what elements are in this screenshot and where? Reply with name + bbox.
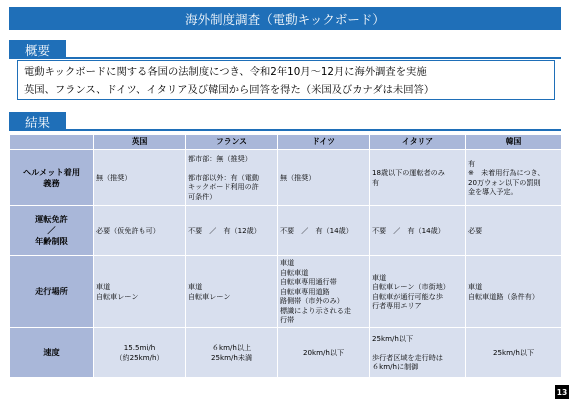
row-header-line: ヘルメット着用 <box>22 166 81 177</box>
corner-header-cell <box>10 135 94 150</box>
table-cell-helmet-4 <box>466 150 562 206</box>
results-section-label: 結果 <box>9 112 66 131</box>
cell-line: ６km/hに制御 <box>372 362 419 371</box>
table-cell-helmet-0 <box>94 150 186 206</box>
cell-line: 不要 ／ 有（12歳） <box>188 225 261 235</box>
cell-line: 車道 <box>372 272 387 282</box>
cell-line: 20km/h以下 <box>302 347 345 357</box>
column-header-italy: イタリア <box>370 135 466 150</box>
cell-line: 20万ウォン以下の罰則 <box>468 177 541 187</box>
cell-line: 15.5mi/h <box>123 343 156 352</box>
cell-line: 無（推奨） <box>280 172 316 182</box>
cell-line: 自転車道路（条件有） <box>468 291 539 301</box>
table-header-row <box>10 135 562 150</box>
table-cell-license-age-0 <box>94 206 186 256</box>
overview-section-label: 概要 <box>9 40 66 59</box>
row-header-line: 運転免許 <box>35 214 68 224</box>
table-cell-license-age-1 <box>186 206 278 256</box>
cell-line: 自転車レーン <box>188 291 231 301</box>
row-header-line: ／ <box>47 225 56 235</box>
column-header-germany: ドイツ <box>278 135 370 150</box>
row-header-speed <box>10 328 94 378</box>
cell-line: 車道 <box>96 282 111 291</box>
cell-line: キックボード利用の許 <box>188 182 259 192</box>
column-header-france: フランス <box>186 135 278 150</box>
table-row-helmet <box>10 150 562 206</box>
overview-rule <box>9 57 561 59</box>
cell-line: 金を導入予定。 <box>468 187 518 196</box>
overview-box <box>17 60 555 100</box>
cell-line: 標識により示される走 <box>280 305 351 315</box>
cell-line: 自転車専用道路 <box>280 286 330 296</box>
cell-line <box>188 163 275 173</box>
row-header-license-age <box>10 206 94 256</box>
column-header-korea: 韓国 <box>466 135 562 150</box>
cell-line: 自転車レーン（市街地） <box>372 282 450 291</box>
slide-title: 海外制度調査（電動キックボード） <box>9 7 561 30</box>
table-row-speed <box>10 328 562 378</box>
cell-line: 必要 <box>468 225 483 235</box>
cell-line: 25km/h以下 <box>492 347 535 357</box>
cell-line: 都市部：無（推奨） <box>188 153 252 163</box>
table-cell-helmet-2 <box>278 150 370 206</box>
table-cell-riding-area-2 <box>278 256 370 328</box>
cell-line: ６km/h以上 <box>211 343 252 352</box>
row-header-riding-area <box>10 256 94 328</box>
cell-line: 自転車専用通行帯 <box>280 277 337 287</box>
cell-line: 自転車道 <box>280 267 309 277</box>
table-cell-speed-3 <box>370 328 466 378</box>
overview-line: 電動キックボードに関する各国の法制度につき、令和2年10月～12月に海外調査を実施 <box>24 66 427 78</box>
cell-line: 自転車が通行可能な歩 <box>372 291 443 301</box>
table-cell-helmet-1 <box>186 150 278 206</box>
table-cell-speed-2 <box>278 328 370 378</box>
cell-line: 無（推奨） <box>96 172 132 182</box>
cell-line: 18歳以下の運転者のみ <box>372 168 445 177</box>
results-table <box>9 134 562 378</box>
table-cell-license-age-2 <box>278 206 370 256</box>
row-header-line: 義務 <box>43 177 60 188</box>
table-cell-helmet-3 <box>370 150 466 206</box>
overview-line: 英国、フランス、ドイツ、イタリア及び韓国から回答を得た（米国及びカナダは未回答） <box>24 84 435 96</box>
cell-line: 自転車レーン <box>96 291 139 301</box>
column-header-uk: 英国 <box>94 135 186 150</box>
row-header-line: 走行場所 <box>35 286 68 296</box>
table-cell-riding-area-3 <box>370 256 466 328</box>
cell-line: 行者専用エリア <box>372 301 422 310</box>
cell-line <box>372 343 463 353</box>
results-rule <box>9 129 561 131</box>
table-cell-speed-1 <box>186 328 278 378</box>
row-header-helmet <box>10 150 94 206</box>
table-cell-license-age-4 <box>466 206 562 256</box>
cell-line: 必要（仮免許も可） <box>96 225 160 235</box>
table-row-license-age <box>10 206 562 256</box>
page-number: 13 <box>555 385 569 399</box>
cell-line: ※ 未着用行為につき、 <box>468 168 545 177</box>
cell-line: 不要 ／ 有（14歳） <box>280 225 353 235</box>
cell-line: 車道 <box>280 258 295 268</box>
table-cell-license-age-3 <box>370 206 466 256</box>
cell-line: 不要 ／ 有（14歳） <box>372 225 445 235</box>
row-header-line: 速度 <box>43 347 60 357</box>
table-cell-speed-0 <box>94 328 186 378</box>
cell-line: （約25km/h） <box>115 352 164 362</box>
cell-line: 25km/h以下 <box>372 333 414 343</box>
table-cell-riding-area-1 <box>186 256 278 328</box>
table-cell-speed-4 <box>466 328 562 378</box>
row-header-line: 年齢制限 <box>35 236 68 246</box>
cell-line: 歩行者区域を走行時は <box>372 352 443 362</box>
cell-line: 25km/h未満 <box>210 352 253 362</box>
cell-line: 有 <box>372 177 380 187</box>
cell-line: 都市部以外：有（電動 <box>188 172 259 182</box>
cell-line: 有 <box>468 158 476 168</box>
cell-line: 車道 <box>188 282 203 291</box>
cell-line: 車道 <box>468 282 483 291</box>
table-row-riding-area <box>10 256 562 328</box>
cell-line: 可条件） <box>188 191 217 201</box>
cell-line: 路側帯（市外のみ） <box>280 296 344 306</box>
cell-line: 行帯 <box>280 315 295 325</box>
table-cell-riding-area-4 <box>466 256 562 328</box>
table-cell-riding-area-0 <box>94 256 186 328</box>
